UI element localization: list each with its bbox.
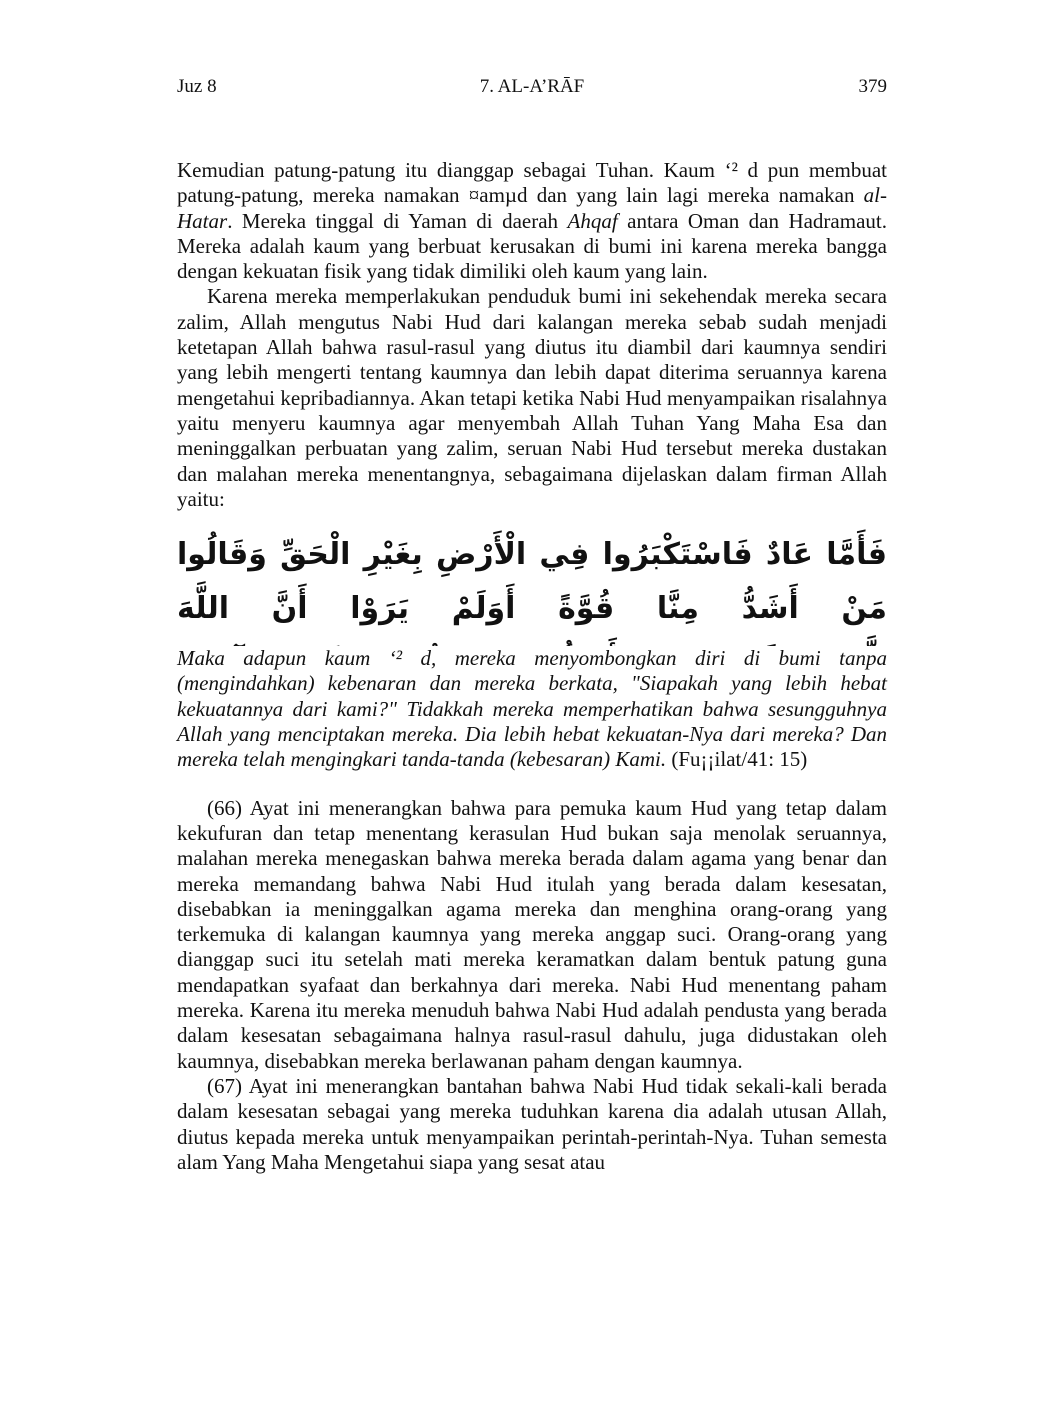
surah-title: 7. AL-A’RĀF [479,76,585,97]
term-al-hatar: al-Hatar [177,183,887,233]
paragraph-intro: Kemudian patung-patung itu dianggap sebagai Tuhan. Kaum ‘² d pun membuat patung-patung, mereka namakan ¤amµd dan yang lain lagi mereka namakan al-Hatar. Mereka tinggal di Yaman di daerah Ahqaf antara Oman dan Hadramaut. Mereka adalah kaum yang berbuat kerusakan di bumi ini karena mereka bangga dengan kekuatan fisik yang tidak dimiliki oleh kaum yang lain. [177,158,887,284]
term-ahqaf: Ahqaf [567,208,618,233]
verse-translation: Maka adapun kaum ‘² d, mereka menyombongkan diri di bumi tanpa (mengindahkan) kebenaran dan mereka berkata, "Siapakah yang lebih hebat kekuatannya dari kami?" Tidakkah mereka memperhatikan bahwa sesungguhnya Allah yang menciptakan mereka. Dia lebih hebat kekuatan-Nya dari mereka? Dan mereka telah mengingkari tanda-tanda (kebesaran) Kami. (Fu¡¡ilat/41: 15) [177,646,887,772]
paragraph-context: Karena mereka memperlakukan penduduk bumi ini sekehendak mereka secara zalim, Allah mengutus Nabi Hud dari kalangan mereka sebab sudah menjadi ketetapan Allah bahwa rasul-rasul yang diutus itu diambil dari kaumnya sendiri yang lebih mengerti tentang kaumnya dan lebih dapat diterima seruannya karena mengetahui kepribadiannya. Akan tetapi ketika Nabi Hud menyampaikan risalahnya yaitu menyeru kaumnya agar menyembah Allah Tuhan Yang Maha Esa dan meninggalkan perbuatan yang zalim, seruan Nabi Hud tersebut mereka dustakan dan malahan mereka menentangnya, sebagaimana dijelaskan dalam firman Allah yaitu: [177,284,887,511]
verse-line-2 [177,636,887,646]
page-header [177,76,887,102]
juz-label: Juz 8 [177,76,217,97]
quran-verse [177,528,887,646]
page-body [177,158,887,1175]
verse-line-1: فَأَمَّا عَادٌ فَاسْتَكْبَرُوا فِي الْأَرْضِ بِغَيْرِ الْحَقِّ وَقَالُوا مَنْ أَشَدُّ مِنَّا قُوَّةً أَوَلَمْ يَرَوْا أَنَّ اللَّهَ [177,537,887,627]
page-number: 379 [858,76,887,97]
commentary-67: (67) Ayat ini menerangkan bantahan bahwa Nabi Hud tidak sekali-kali berada dalam kesesatan sebagai yang mereka tuduhkan karena dia adalah utusan Allah, diutus kepada mereka untuk menyampaikan perintah-perintah-Nya. Tuhan semesta alam Yang Maha Mengetahui siapa yang sesat atau [177,1073,887,1174]
verse-reference: (Fu¡¡ilat/41: 15) [666,747,808,772]
commentary-66: (66) Ayat ini menerangkan bahwa para pemuka kaum Hud yang tetap dalam kekufuran dan tetap menentang kerasulan Hud bukan saja menolak seruannya, malahan mereka menegaskan bahwa mereka berada dalam agama yang benar dan mereka memandang bahwa Nabi Hud itulah yang berada dalam kesesatan, disebabkan ia meninggalkan agama mereka dan menghina orang-orang yang terkemuka di kalangan kaumnya yang mereka anggap suci. Orang-orang yang dianggap suci itu setelah mati mereka keramatkan dalam bentuk patung guna mendapatkan syafaat dan berkahnya dari mereka. Nabi Hud menentang paham mereka. Karena itu mereka menuduh bahwa Nabi Hud adalah pendusta yang berada dalam kesesatan sebagaimana halnya rasul-rasul dahulu, juga didustakan oleh kaumnya, disebabkan mereka berlawanan paham dengan kaumnya. [177,795,887,1073]
